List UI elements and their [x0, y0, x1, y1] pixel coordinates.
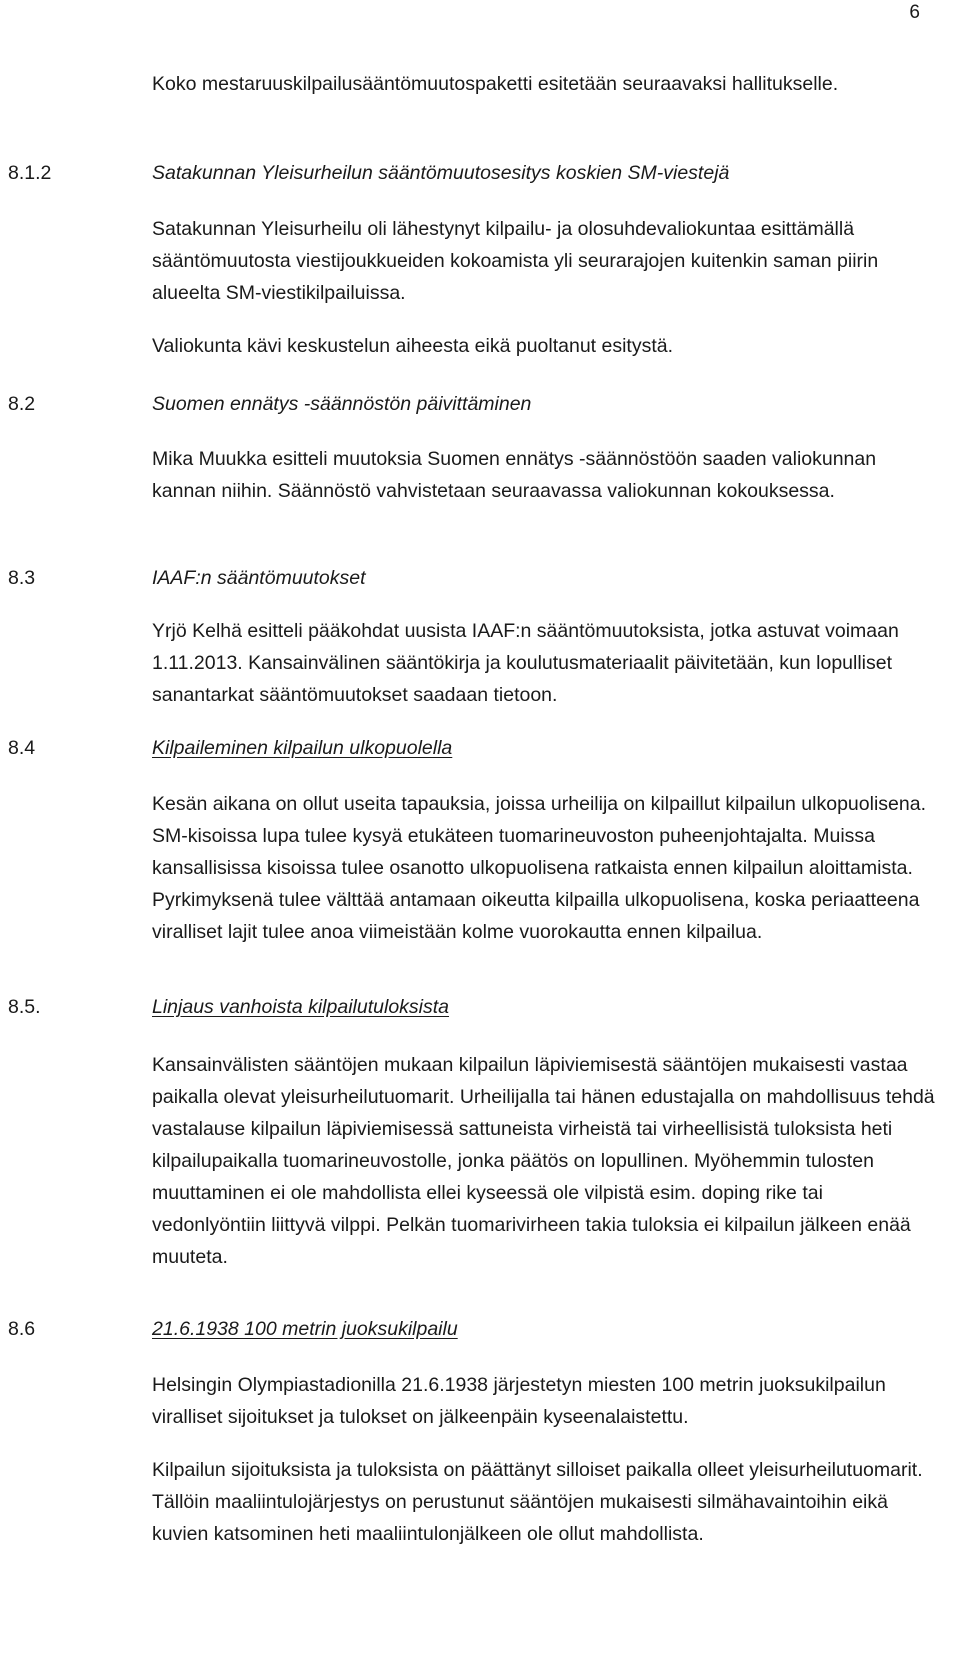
section-paragraph: Kilpailun sijoituksista ja tuloksista on päättänyt silloiset paikalla olleet yleisurheilutuomarit. Tällöin maaliintulojärjestys on perustunut sääntöjen mukaisesti silmähavaintoihin eikä kuvien katsominen heti maaliintulonjälkeen ole ollut mahdollista.: [152, 1459, 923, 1545]
section-title: Satakunnan Yleisurheilun sääntömuutosesitys koskien SM-viestejä: [152, 162, 730, 184]
section-title: Kilpaileminen kilpailun ulkopuolella: [152, 737, 453, 759]
section-title: 21.6.1938 100 metrin juoksukilpailu: [152, 1318, 458, 1340]
section-paragraph: Kansainvälisten sääntöjen mukaan kilpailun läpiviemisestä sääntöjen mukaisesti vastaa paikalla olevat yleisurheilutuomarit. Urheilijalla tai hänen edustajalla on mahdollisuus tehdä vastalause kilpailun läpiviemisessä sattuneista virheistä tai virheellisistä tuloksista heti kilpailupaikalla tuomarineuvostolle, jonka päätös on lopullinen. Myöhemmin tulosten muuttaminen ei ole mahdollista ellei kyseessä ole vilpistä esim. doping rike tai vedonlyöntiin liittyvä vilppi. Pelkän tuomarivirheen takia tuloksia ei kilpailun jälkeen enää muuteta.: [152, 1054, 935, 1268]
section-number: 8.3: [8, 567, 36, 589]
section-paragraph: Yrjö Kelhä esitteli pääkohdat uusista IAAF:n sääntömuutoksista, jotka astuvat voimaan 1.11.2013. Kansainvälinen sääntökirja ja koulutusmateriaalit päivitetään, kun lopulliset sanantarkat sääntömuutokset saadaan tietoon.: [152, 620, 899, 706]
intro-paragraph: Koko mestaruuskilpailusääntömuutospaketti esitetään seuraavaksi hallitukselle.: [152, 73, 839, 95]
section-title: Linjaus vanhoista kilpailutuloksista: [152, 996, 450, 1018]
page-number: 6: [909, 2, 920, 23]
section-number: 8.2: [8, 393, 36, 415]
section-number: 8.6: [8, 1318, 36, 1340]
section-paragraph: Valiokunta kävi keskustelun aiheesta eikä puoltanut esitystä.: [152, 335, 674, 357]
section-number: 8.5.: [8, 996, 41, 1018]
section-paragraph: Helsingin Olympiastadionilla 21.6.1938 järjestetyn miesten 100 metrin juoksukilpailun viralliset sijoitukset ja tulokset on jälkeenpäin kyseenalaistettu.: [152, 1374, 886, 1428]
section-paragraph: Kesän aikana on ollut useita tapauksia, joissa urheilija on kilpaillut kilpailun ulkopuolisena. SM-kisoissa lupa tulee kysyä etukäteen tuomarineuvoston puheenjohtajalta. Muissa kansallisissa kisoissa tulee osanotto ulkopuolisena ratkaista ennen kilpailun aloittamista. Pyrkimyksenä tulee välttää antamaan oikeutta kilpailla ulkopuolisena, koska periaatteena viralliset lajit tulee anoa viimeistään kolme vuorokautta ennen kilpailua.: [152, 793, 926, 943]
section-title: Suomen ennätys -säännöstön päivittäminen: [152, 393, 532, 415]
section-paragraph: Satakunnan Yleisurheilu oli lähestynyt kilpailu- ja olosuhdevaliokuntaa esittämällä sääntömuutosta viestijoukkueiden kokoamista yli seurarajojen kuitenkin saman piirin alueelta SM-viestikilpailuissa.: [152, 218, 879, 304]
section-number: 8.4: [8, 737, 36, 759]
section-paragraph: Mika Muukka esitteli muutoksia Suomen ennätys -säännöstöön saaden valiokunnan kannan niihin. Säännöstö vahvistetaan seuraavassa valiokunnan kokouksessa.: [152, 448, 877, 502]
section-number: 8.1.2: [8, 162, 52, 184]
section-title: IAAF:n sääntömuutokset: [152, 567, 366, 589]
